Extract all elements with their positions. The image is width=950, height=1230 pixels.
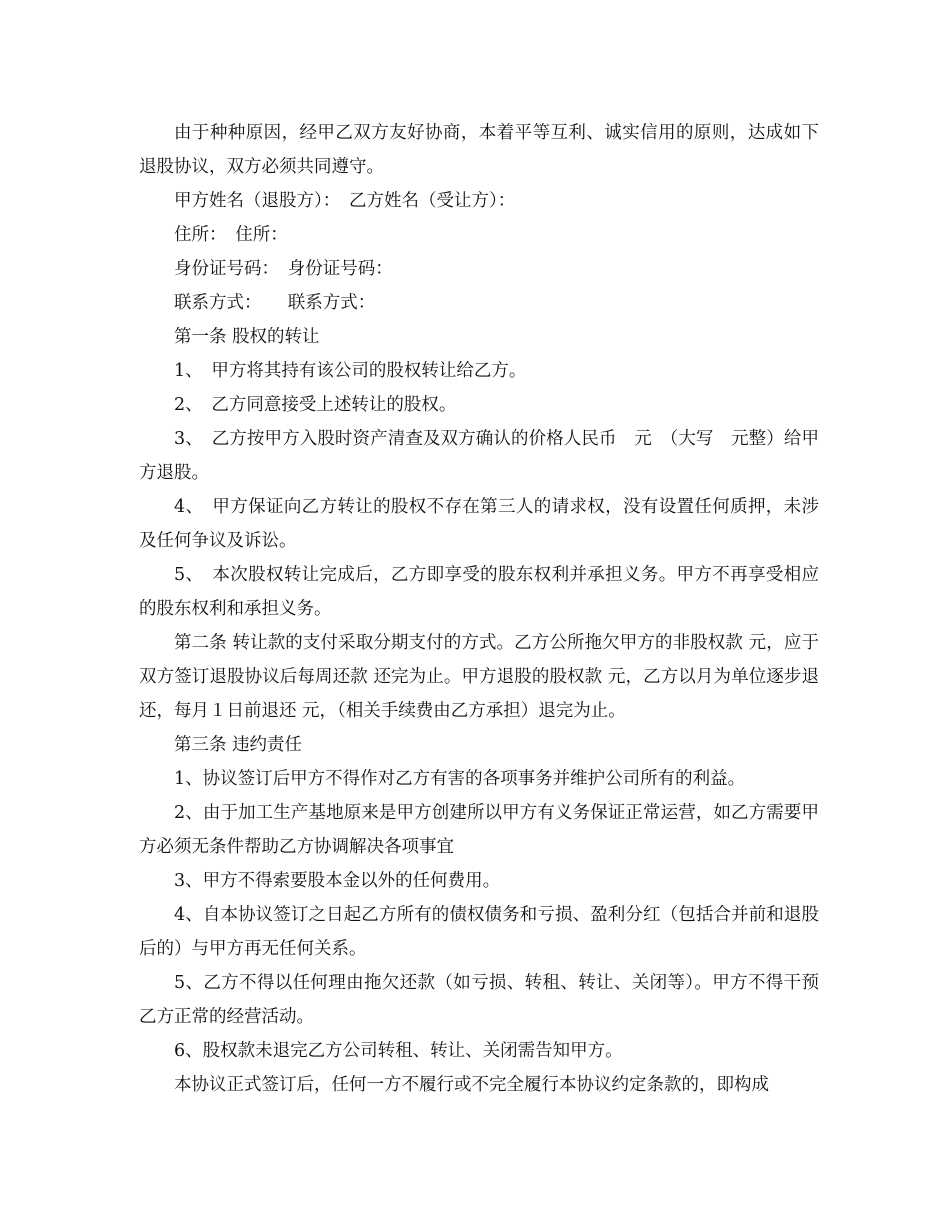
document-body [139,116,819,1102]
contact-line: 联系方式： 联系方式： [174,293,376,313]
intro-paragraph: 由于种种原因，经甲乙双方友好协商，本着平等互利、诚实信用的原则，达成如下退股协议，双方必须共同遵守。 [139,123,819,177]
article-3-clause-5: 5、乙方不得以任何理由拖欠还款（如亏损、转租、转让、关闭等）。甲方不得干预乙方正常的经营活动。 [139,973,819,1027]
article-1-clause-1: 1、 甲方将其持有该公司的股权转让给乙方。 [174,361,527,381]
article-1-clause-5: 5、 本次股权转让完成后，乙方即享受的股东权利并承担义务。甲方不再享受相应的股东权利和承担义务。 [139,565,819,619]
article-3-heading: 第三条 违约责任 [174,735,303,755]
article-1-heading: 第一条 股权的转让 [174,327,320,347]
party-names-line: 甲方姓名（退股方）： 乙方姓名（受让方）： [174,191,516,211]
article-3-clause-4: 4、自本协议签订之日起乙方所有的债权债务和亏损、盈利分红（包括合并前和退股后的）与甲方再无任何关系。 [139,905,819,959]
article-1-clause-3: 3、 乙方按甲方入股时资产清查及双方确认的价格人民币 元 （大写 元整）给甲方退股。 [139,429,819,483]
closing-paragraph: 本协议正式签订后，任何一方不履行或不完全履行本协议约定条款的，即构成 [174,1075,769,1095]
id-number-line: 身份证号码： 身份证号码： [174,259,393,279]
article-3-clause-1: 1、协议签订后甲方不得作对乙方有害的各项事务并维护公司所有的利益。 [174,769,746,789]
article-3-clause-6: 6、股权款未退完乙方公司转租、转让、关闭需告知甲方。 [174,1041,623,1061]
article-2-paragraph: 第二条 转让款的支付采取分期支付的方式。乙方公所拖欠甲方的非股权款 元，应于双方签订退股协议后每周还款 还完为止。甲方退股的股权款 元，乙方以月为单位逐步退还，每月１日前退还 元，（相关手续费由乙方承担）退完为止。 [139,633,819,721]
address-line: 住所： 住所： [174,225,288,245]
article-3-clause-2: 2、由于加工生产基地原来是甲方创建所以甲方有义务保证正常运营，如乙方需要甲方必须无条件帮助乙方协调解决各项事宜 [139,803,819,857]
article-1-clause-4: 4、 甲方保证向乙方转让的股权不存在第三人的请求权，没有设置任何质押，未涉及任何争议及诉讼。 [139,497,819,551]
article-3-clause-3: 3、甲方不得索要股本金以外的任何费用。 [174,871,501,891]
article-1-clause-2: 2、 乙方同意接受上述转让的股权。 [174,395,457,415]
